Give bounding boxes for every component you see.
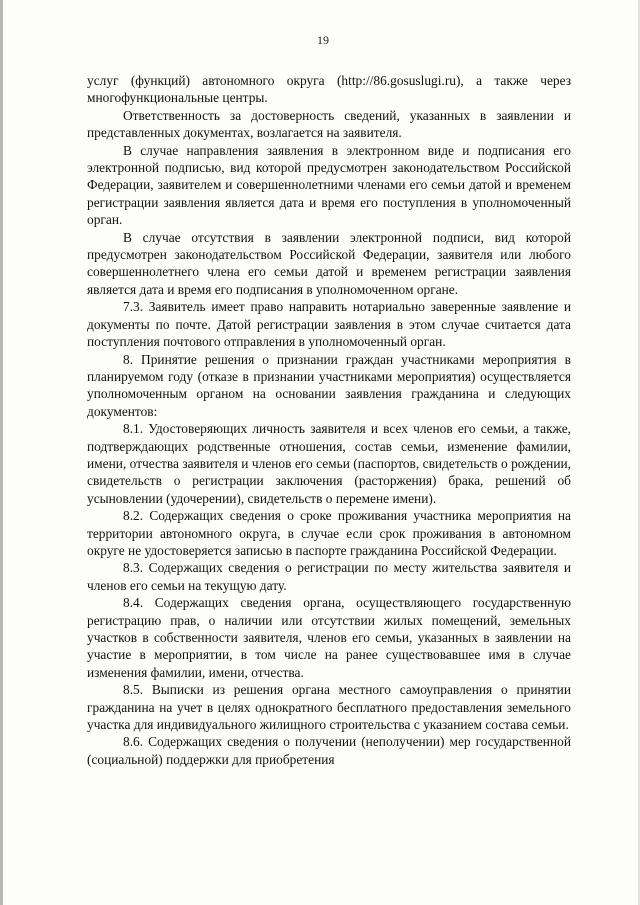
document-body <box>87 72 571 768</box>
paragraph-electronic-submission: В случае направления заявления в электронном виде и подписания его электронной подписью, вид которой предусмотрен законодательством Российской Федерации, заявителем и совершеннолетними членами его семьи датой и временем регистрации заявления является дата и время его поступления в уполномоченный орган. <box>87 142 571 228</box>
paragraph-8-1: 8.1. Удостоверяющих личность заявителя и всех членов его семьи, а также, подтверждающих родственные отношения, состав семьи, изменение фамилии, имени, отчества заявителя и членов его семьи (паспортов, свидетельств о рождении, свидетельств о регистрации заключения (расторжения) брака, решений об усыновлении (удочерении), свидетельств о перемене имени). <box>87 421 571 506</box>
page-number: 19 <box>317 33 329 47</box>
paragraph-8-2: 8.2. Содержащих сведения о сроке проживания участника мероприятия на территории автономного округа, в случае если срок проживания в автономном округе не удостоверяется записью в паспорте гражданина Российской Федерации. <box>87 508 571 558</box>
paragraph-no-electronic-signature: В случае отсутствия в заявлении электронной подписи, вид которой предусмотрен законодательством Российской Федерации, заявителя или любого совершеннолетнего члена его семьи датой и временем регистрации заявления является дата и время его подписания в уполномоченном органе. <box>87 229 571 297</box>
paragraph-7-3: 7.3. Заявитель имеет право направить нотариально заверенные заявление и документы по почте. Датой регистрации заявления в этом случае считается дата поступления почтового отправления в уполномоченный орган. <box>87 299 571 350</box>
paragraph-8: 8. Принятие решения о признании граждан участниками мероприятия в планируемом году (отказе в признании участниками мероприятия) осуществляется уполномоченным органом на основании заявления гражданина и следующих документов: <box>87 351 571 419</box>
paragraph-8-6: 8.6. Содержащих сведения о получении (неполучении) мер государственной (социальной) поддержки для приобретения <box>87 734 571 767</box>
paragraph-8-3: 8.3. Содержащих сведения о регистрации по месту жительства заявителя и членов его семьи на текущую дату. <box>87 560 571 593</box>
paragraph-continuation: услуг (функций) автономного округа (http://86.gosuslugi.ru), а также через многофункциональные центры. <box>87 73 571 106</box>
paragraph-8-4: 8.4. Содержащих сведения органа, осуществляющего государственную регистрацию прав, о наличии или отсутствии жилых помещений, земельных участков в собственности заявителя, членов его семьи, указанных в заявлении на участие в мероприятии, в том числе на ранее существовавшее имя в случае изменения фамилии, имени, отчества. <box>87 595 571 680</box>
paragraph-responsibility: Ответственность за достоверность сведений, указанных в заявлении и представленных документах, возлагается на заявителя. <box>87 107 571 141</box>
paragraph-8-5: 8.5. Выписки из решения органа местного самоуправления о принятии гражданина на учет в целях однократного бесплатного предоставления земельного участка для индивидуального жилищного строительства с указанием состава семьи. <box>87 682 571 733</box>
